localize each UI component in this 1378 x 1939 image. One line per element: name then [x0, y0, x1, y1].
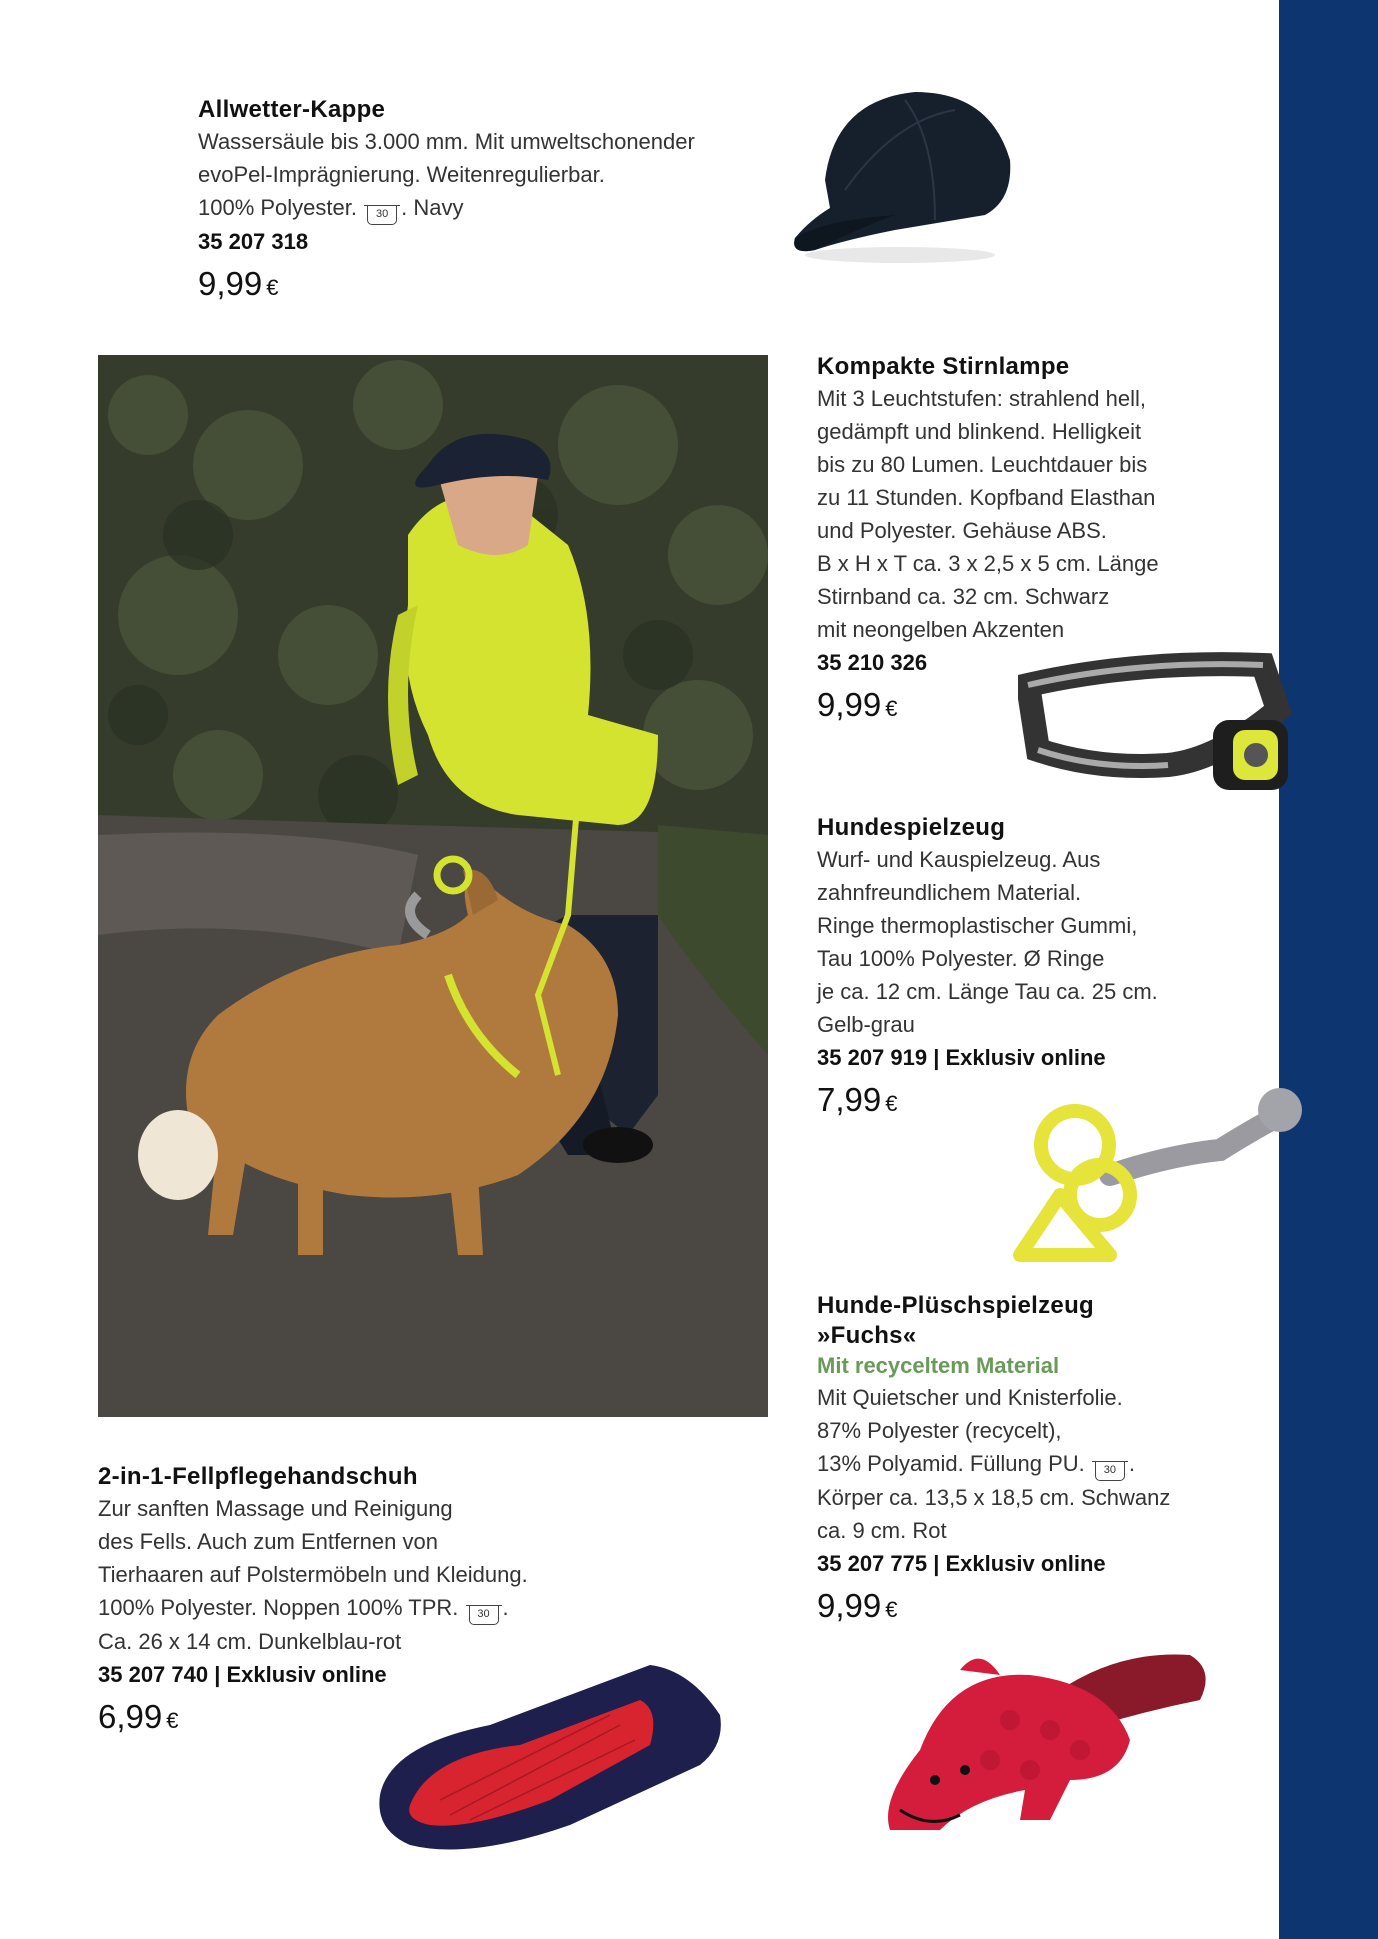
- desc-line: und Polyester. Gehäuse ABS.: [817, 518, 1107, 543]
- plush-fox-image: [860, 1630, 1220, 1855]
- headlamp-image: [1018, 640, 1300, 810]
- desc-line: des Fells. Auch zum Entfernen von: [98, 1529, 438, 1554]
- product-cap: [198, 95, 758, 310]
- desc-line: je ca. 12 cm. Länge Tau ca. 25 cm.: [817, 979, 1158, 1004]
- wash-symbol-icon: 30: [367, 205, 397, 225]
- product-description: [817, 1381, 1267, 1547]
- price: 6,99 €: [98, 1698, 179, 1735]
- desc-line: Wassersäule bis 3.000 mm. Mit umweltschonender: [198, 129, 695, 154]
- desc-line: Gelb-grau: [817, 1012, 915, 1037]
- man-with-dog-photo: [98, 355, 768, 1417]
- desc-line: Tau 100% Polyester. Ø Ringe: [817, 946, 1105, 971]
- desc-line: mit neongelben Akzenten: [817, 617, 1065, 642]
- recycled-badge: Mit recyceltem Material: [817, 1353, 1060, 1378]
- product-title: »Fuchs«: [817, 1322, 917, 1349]
- article-number: 35 207 919 | Exklusiv online: [817, 1045, 1106, 1070]
- cap-image: [785, 80, 1020, 270]
- desc-line: Körper ca. 13,5 x 18,5 cm. Schwanz: [817, 1485, 1171, 1510]
- article-number: 35 207 318: [198, 229, 309, 254]
- desc-line: Tierhaaren auf Polstermöbeln und Kleidung.: [98, 1562, 528, 1587]
- product-description: [198, 125, 758, 225]
- price: 7,99 €: [817, 1081, 898, 1118]
- desc-line: gedämpft und blinkend. Helligkeit: [817, 419, 1142, 444]
- desc-line: evoPel-Imprägnierung. Weitenregulierbar.: [198, 162, 605, 187]
- desc-line: Mit Quietscher und Knisterfolie.: [817, 1385, 1123, 1410]
- desc-line: Wurf- und Kauspielzeug. Aus: [817, 847, 1101, 872]
- desc-line: zu 11 Stunden. Kopfband Elasthan: [817, 485, 1156, 510]
- desc-line: ca. 9 cm. Rot: [817, 1518, 947, 1543]
- wash-symbol-icon: 30: [469, 1605, 499, 1625]
- price: 9,99 €: [817, 1587, 898, 1624]
- product-title: Kompakte Stirnlampe: [817, 353, 1070, 380]
- grooming-glove-image: [370, 1655, 730, 1855]
- product-title: 2-in-1-Fellpflegehandschuh: [98, 1463, 418, 1490]
- article-number: 35 210 326: [817, 650, 928, 675]
- dog-toy-image: [990, 1065, 1310, 1265]
- desc-line: 13% Polyamid. Füllung PU. 30 .: [817, 1447, 1267, 1481]
- desc-line: Ca. 26 x 14 cm. Dunkelblau-rot: [98, 1629, 402, 1654]
- price: 9,99 €: [198, 265, 279, 302]
- desc-line: Mit 3 Leuchtstufen: strahlend hell,: [817, 386, 1146, 411]
- article-number: 35 207 740 | Exklusiv online: [98, 1662, 387, 1687]
- desc-line: 87% Polyester (recycelt),: [817, 1418, 1062, 1443]
- product-title: Hundespielzeug: [817, 814, 1006, 841]
- desc-line: zahnfreundlichem Material.: [817, 880, 1082, 905]
- desc-line: Ringe thermoplastischer Gummi,: [817, 913, 1138, 938]
- article-number: 35 207 775 | Exklusiv online: [817, 1551, 1106, 1576]
- product-title: Hunde-Plüschspielzeug: [817, 1292, 1095, 1319]
- desc-line: Stirnband ca. 32 cm. Schwarz: [817, 584, 1110, 609]
- product-description: [98, 1492, 698, 1658]
- product-description: [817, 382, 1267, 646]
- side-color-bar: [1279, 0, 1378, 1939]
- product-title: Allwetter-Kappe: [198, 96, 386, 123]
- desc-line: Zur sanften Massage und Reinigung: [98, 1496, 453, 1521]
- wash-symbol-icon: 30: [1095, 1461, 1125, 1481]
- product-description: [817, 843, 1267, 1041]
- product-plush-fox: [817, 1291, 1267, 1632]
- desc-line: 100% Polyester. Noppen 100% TPR. 30 .: [98, 1591, 698, 1625]
- desc-line: 100% Polyester. 30 . Navy: [198, 191, 758, 225]
- desc-line: B x H x T ca. 3 x 2,5 x 5 cm. Länge: [817, 551, 1159, 576]
- desc-line: bis zu 80 Lumen. Leuchtdauer bis: [817, 452, 1148, 477]
- price: 9,99 €: [817, 686, 898, 723]
